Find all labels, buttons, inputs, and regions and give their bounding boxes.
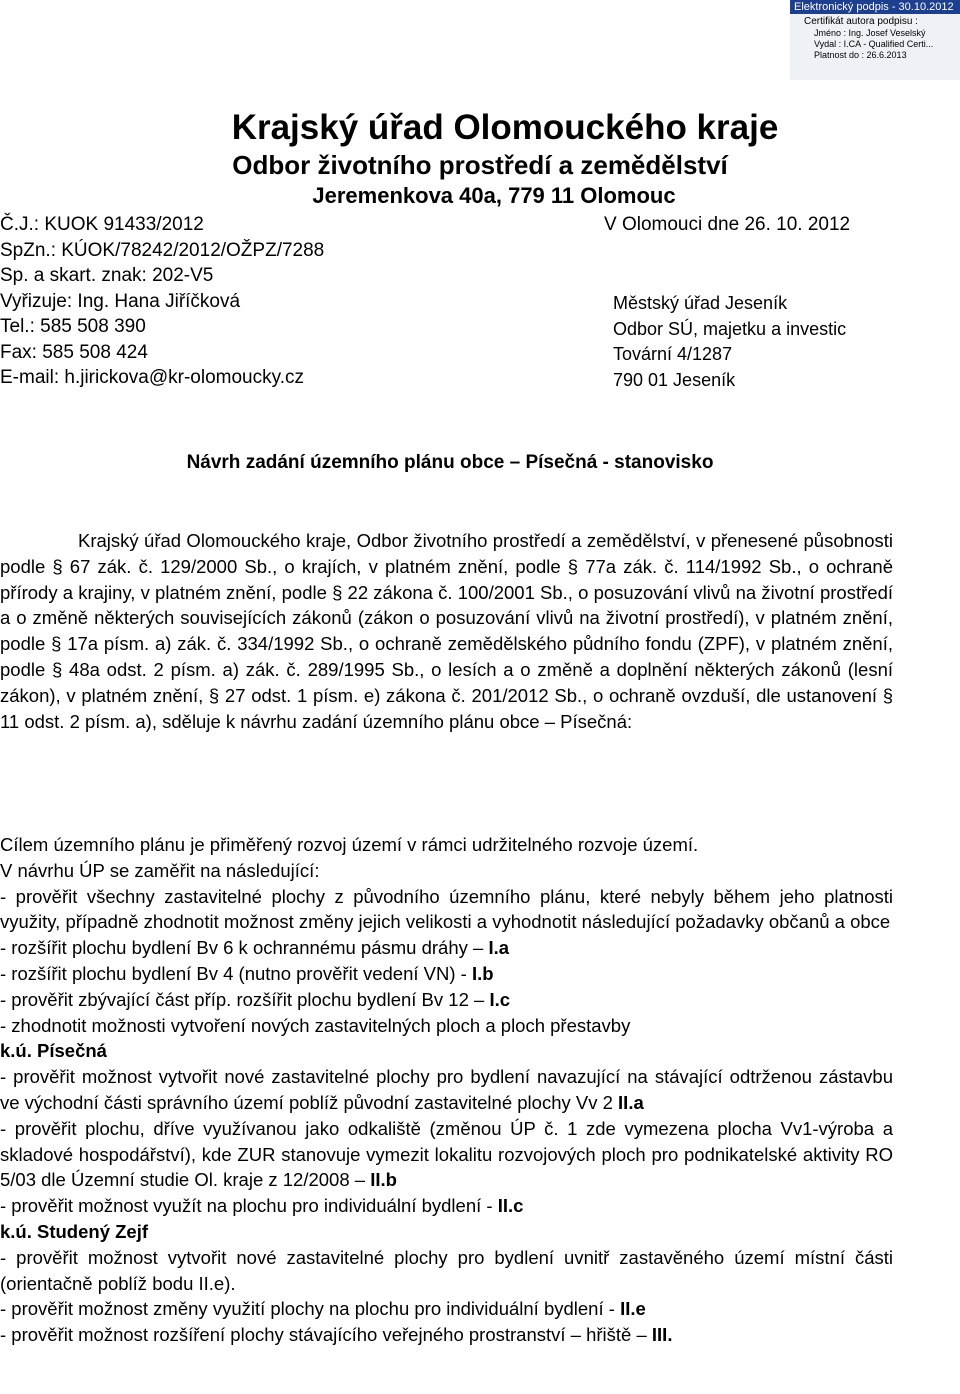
list-item: - prověřit všechny zastavitelné plochy z původního územního plánu, které nebyly během jeho platnosti využity, případně zhodnotit možnost změny jejich velikosti a vyhodnotit následující požadavky občanů a obce	[0, 885, 893, 933]
list-item-text: - prověřit možnost využít na plochu pro individuální bydlení -	[0, 1195, 498, 1217]
list-item-code: II.c	[497, 1195, 524, 1217]
list-item	[0, 987, 893, 1013]
authority-title: Krajský úřad Olomouckého kraje	[231, 108, 779, 147]
signature-cert-label: Certifikát autora podpisu :	[804, 16, 918, 27]
list-item-text: - rozšířit plochu bydlení Bv 6 k ochrannému pásmu dráhy –	[0, 937, 489, 959]
shredding-mark: Sp. a skart. znak: 202-V5	[0, 265, 214, 286]
reference-number: Č.J.: KUOK 91433/2012	[0, 214, 204, 235]
recipient-address	[613, 291, 846, 393]
list-item-code: I.b	[471, 962, 494, 984]
recipient-line: Tovární 4/1287	[613, 344, 733, 364]
list-item-text: - rozšířit plochu bydlení Bv 4 (nutno prověřit vedení VN) -	[0, 962, 472, 984]
department-title: Odbor životního prostředí a zemědělství	[232, 150, 728, 180]
list-item	[0, 935, 893, 961]
section-heading: k.ú. Studený Zejf	[0, 1220, 149, 1242]
statement-body	[0, 832, 893, 1348]
recipient-line: 790 01 Jeseník	[613, 369, 736, 390]
list-item	[0, 1116, 893, 1193]
document-date: V Olomouci dne 26. 10. 2012	[604, 214, 851, 235]
list-item-code: I.c	[489, 988, 511, 1010]
list-item-text: - prověřit možnost změny využití plochy na plochu pro individuální bydlení -	[0, 1298, 621, 1320]
recipient-line: Odbor SÚ, majetku a investic	[613, 318, 847, 339]
list-item	[0, 1193, 893, 1219]
focus-text: V návrhu ÚP se zaměřit na následující:	[0, 859, 320, 881]
intro-paragraph: Krajský úřad Olomouckého kraje, Odbor životního prostředí a zemědělství, v přenesené působnosti podle § 67 zák. č. 129/2000 Sb., o krajích, v platném znění, podle § 77a zák. č. 114/1992 Sb., o ochraně přírody a krajiny, v platném znění, podle § 22 zákona č. 100/2001 Sb., o posuzování vlivů na životní prostředí a o změně některých souvisejících zákonů (zákon o posuzování vlivů na životní prostředí), v platném znění, podle § 17a písm. a) zák. č. 334/1992 Sb., o ochraně zemědělského půdního fondu (ZPF), v platném znění, podle § 48a odst. 2 písm. a) zák. č. 289/1995 Sb., o lesích a o změně a doplnění některých zákonů (lesní zákon), v platném znění, § 27 odst. 1 písm. e) zákona č. 201/2012 Sb., o ochraně ovzduší, dle ustanovení § 11 odst. 2 písm. a), sděluje k návrhu zadání územního plánu obce – Písečná:	[0, 530, 893, 732]
handled-by: Vyřizuje: Ing. Hana Jiříčková	[0, 290, 241, 312]
list-item-text: - prověřit možnost rozšíření plochy stávajícího veřejného prostranství – hřiště –	[0, 1324, 652, 1346]
signature-issuer: Vydal : I.CA - Qualified Certi...	[814, 39, 934, 49]
list-item-text: - prověřit možnost vytvořit nové zastavitelné plochy pro bydlení navazující na stávající odtrženou zástavbu ve východní části správního území poblíž původní zastavitelné plochy Vv 2	[0, 1066, 893, 1113]
goal-text: Cílem územního plánu je přiměřený rozvoj území v rámci udržitelného rozvoje území.	[0, 834, 699, 855]
file-number: SpZn.: KÚOK/78242/2012/OŽPZ/7288	[0, 239, 325, 261]
list-item: - prověřit možnost vytvořit nové zastavitelné plochy pro bydlení uvnitř zastavěného území místní části (orientačně poblíž bodu II.e).	[0, 1246, 893, 1294]
electronic-signature-box	[790, 0, 960, 80]
list-item	[0, 1296, 893, 1322]
list-item	[0, 1064, 893, 1116]
signature-header: Elektronický podpis - 30.10.2012	[790, 0, 960, 14]
list-item	[0, 961, 893, 987]
list-item-code: II.b	[370, 1169, 397, 1191]
list-item-code: III.	[651, 1324, 673, 1346]
list-item-text: - prověřit zbývající část příp. rozšířit plochu bydlení Bv 12 –	[0, 988, 490, 1010]
list-item-code: I.a	[488, 937, 510, 959]
list-item-text: - prověřit plochu, dříve využívanou jako odkaliště (změnou ÚP č. 1 zde vymezena plocha Vv1-výroba a skladové hospodářství), kde ZUR stanovuje vymezit lokalitu rozvojových ploch pro podnikatelské aktivity RO 5/03 dle Územní studie Ol. kraje z 12/2008 –	[0, 1117, 893, 1191]
signature-name: Jméno : Ing. Josef Veselský	[814, 28, 926, 38]
email: E-mail: h.jirickova@kr-olomoucky.cz	[0, 367, 304, 388]
authority-address: Jeremenkova 40a, 779 11 Olomouc	[312, 183, 676, 208]
document-subject: Návrh zadání územního plánu obce – Písečná - stanovisko	[186, 452, 714, 473]
list-item	[0, 1322, 893, 1348]
fax: Fax: 585 508 424	[0, 341, 148, 363]
list-item-code: II.e	[620, 1298, 646, 1320]
list-item-code: II.a	[618, 1091, 644, 1113]
reference-block	[0, 212, 324, 391]
signature-validity: Platnost do : 26.6.2013	[814, 50, 907, 60]
recipient-line: Městský úřad Jeseník	[613, 293, 788, 313]
list-item: - zhodnotit možnosti vytvoření nových zastavitelných ploch a ploch přestavby	[0, 1014, 631, 1036]
phone: Tel.: 585 508 390	[0, 316, 146, 337]
section-heading: k.ú. Písečná	[0, 1040, 107, 1062]
